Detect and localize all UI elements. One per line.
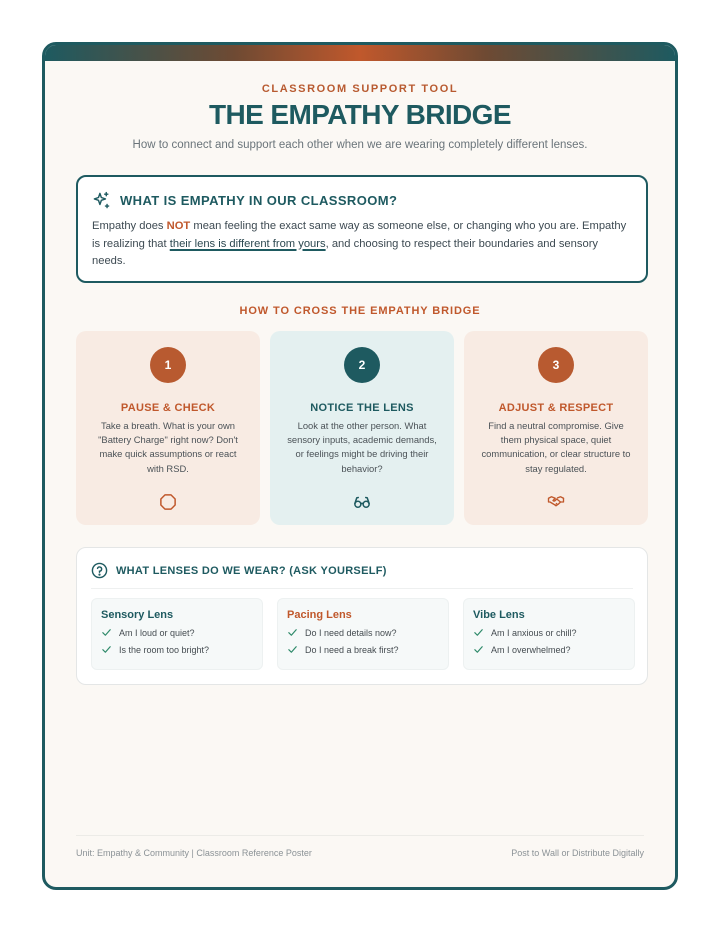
- check-icon: [101, 627, 112, 638]
- lens-question: Am I anxious or chill?: [491, 627, 577, 638]
- help-circle-icon: [91, 562, 108, 579]
- step-title: ADJUST & RESPECT: [498, 402, 614, 414]
- eyebrow-label: CLASSROOM SUPPORT TOOL: [261, 83, 459, 95]
- list-item: [101, 644, 253, 655]
- lens-card-sensory: [91, 598, 263, 670]
- definition-box: [76, 175, 648, 283]
- lenses-divider: [91, 588, 633, 589]
- list-item: [473, 644, 625, 655]
- lens-name: Sensory Lens: [101, 609, 174, 621]
- lens-question: Do I need a break first?: [305, 644, 399, 655]
- check-icon: [473, 644, 484, 655]
- step-number: 1: [150, 347, 186, 383]
- definition-text-part: Empathy does: [92, 220, 167, 232]
- step-body: Look at the other person. What sensory inputs, academic demands, or feelings might be driving their behavior?: [287, 420, 437, 474]
- definition-title: WHAT IS EMPATHY IN OUR CLASSROOM?: [120, 193, 398, 208]
- definition-emphasis: NOT: [166, 220, 191, 232]
- page-title: THE EMPATHY BRIDGE: [209, 99, 511, 130]
- step-body: Find a neutral compromise. Give them physical space, quiet communication, or clear structure to stay regulated.: [481, 420, 631, 474]
- bridge-section-title: HOW TO CROSS THE EMPATHY BRIDGE: [239, 305, 481, 317]
- step-card-adjust: [464, 331, 648, 525]
- lens-name: Pacing Lens: [287, 609, 352, 621]
- check-icon: [287, 627, 298, 638]
- footer-left-text: Unit: Empathy & Community | Classroom Reference Poster: [76, 848, 312, 858]
- lens-card-pacing: [277, 598, 449, 670]
- list-item: [287, 644, 439, 655]
- lens-question: Do I need details now?: [305, 627, 397, 638]
- page-subtitle: How to connect and support each other when we are wearing completely different lenses.: [132, 139, 588, 151]
- step-body: Take a breath. What is your own "Battery Charge" right now? Don't make quick assumptions or react with RSD.: [98, 420, 238, 474]
- lens-question: Am I loud or quiet?: [119, 627, 195, 638]
- definition-text-part: mean feeling the exact same way as someone else, or changing who you are. Empathy is realizing that: [92, 220, 627, 250]
- definition-underlined-phrase: their lens is different from yours: [169, 237, 326, 250]
- top-gradient-bar: [45, 45, 675, 61]
- list-item: [287, 627, 439, 638]
- step-number: 3: [538, 347, 574, 383]
- definition-header: [92, 191, 632, 210]
- handshake-icon: [547, 493, 565, 511]
- lens-question: Is the room too bright?: [119, 644, 210, 655]
- lenses-title: WHAT LENSES DO WE WEAR? (ASK YOURSELF): [116, 564, 387, 577]
- list-item: [473, 627, 625, 638]
- definition-text-part: , and choosing to respect their boundaries and sensory needs.: [92, 237, 599, 267]
- poster: [42, 42, 678, 890]
- footer-right-text: Post to Wall or Distribute Digitally: [511, 848, 644, 858]
- step-title: PAUSE & CHECK: [120, 402, 216, 414]
- bridge-steps: [76, 331, 648, 525]
- lens-name: Vibe Lens: [473, 609, 525, 621]
- glasses-icon: [353, 493, 371, 511]
- lens-question: Am I overwhelmed?: [491, 644, 571, 655]
- check-icon: [473, 627, 484, 638]
- step-card-notice: [270, 331, 454, 525]
- lenses-header: [91, 562, 387, 579]
- check-icon: [287, 644, 298, 655]
- lens-card-vibe: [463, 598, 635, 670]
- sparkles-icon: [92, 191, 111, 210]
- step-card-pause: [76, 331, 260, 525]
- list-item: [101, 627, 253, 638]
- definition-text: [92, 218, 632, 271]
- octagon-icon: [159, 493, 177, 511]
- lenses-panel: [76, 547, 648, 685]
- step-title: NOTICE THE LENS: [310, 402, 414, 414]
- footer-divider: [76, 835, 644, 836]
- check-icon: [101, 644, 112, 655]
- step-number: 2: [344, 347, 380, 383]
